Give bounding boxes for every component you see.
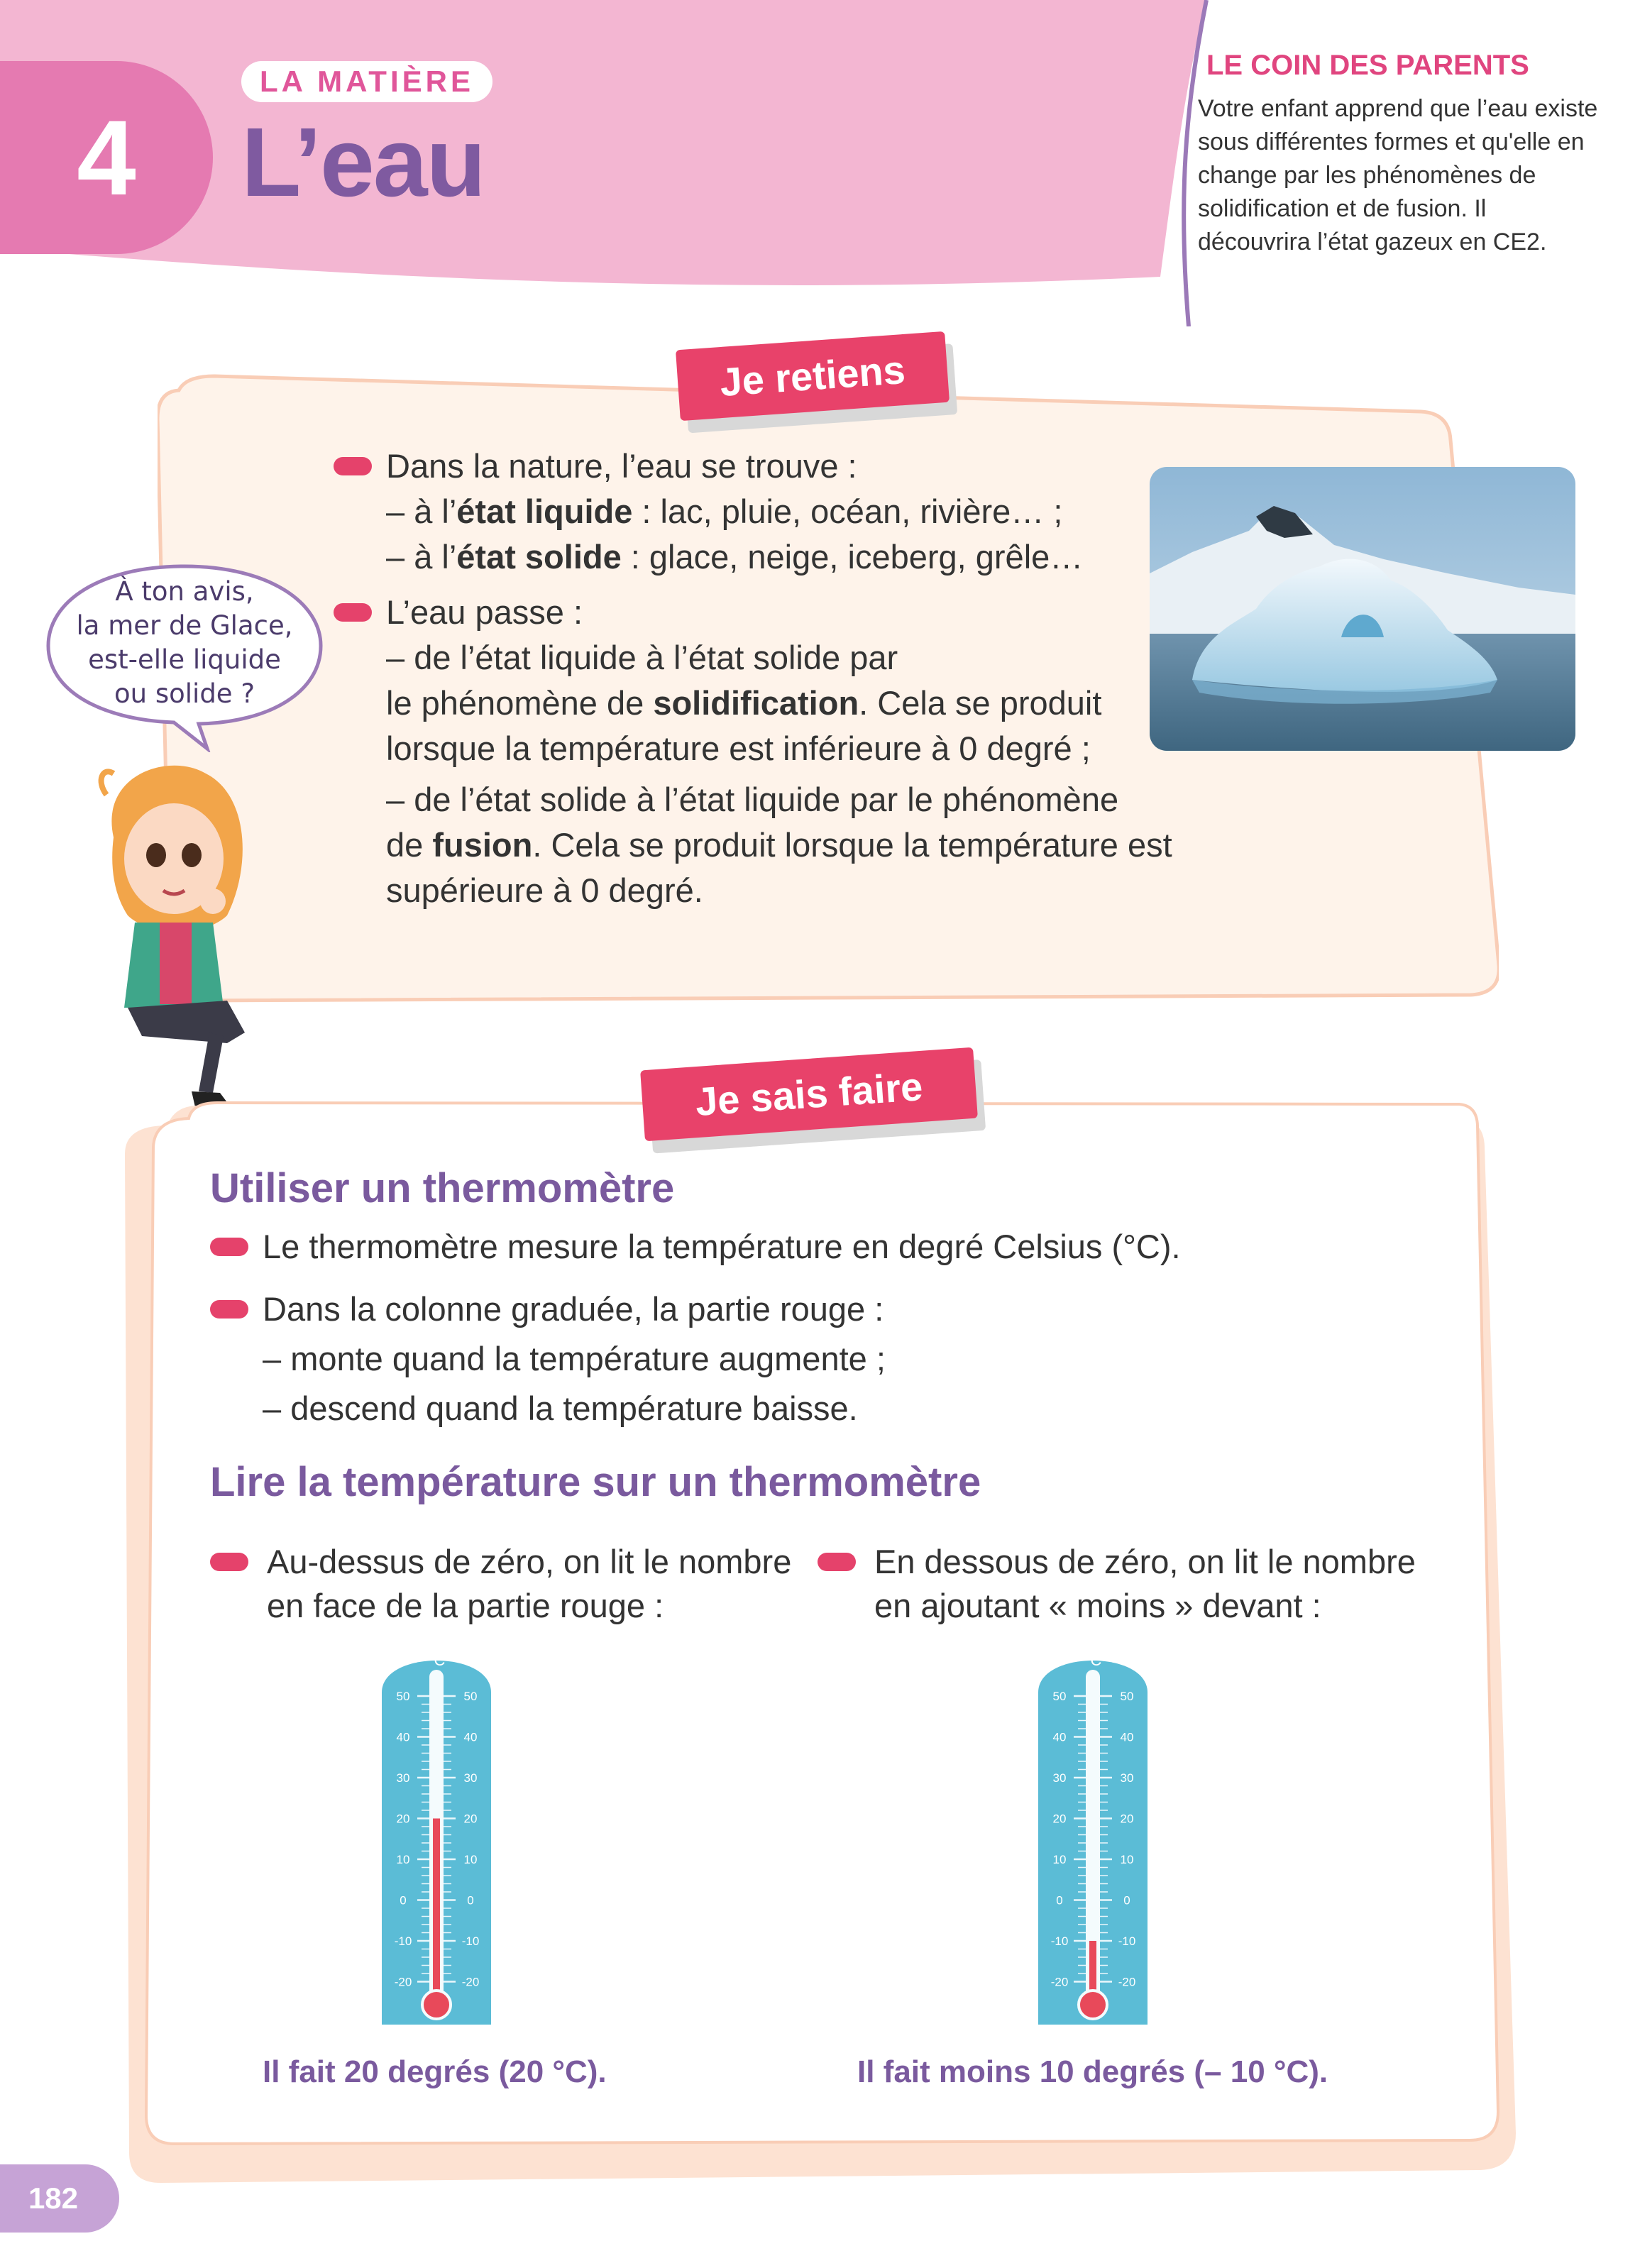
tick-label: -10: [1118, 1934, 1136, 1948]
thermometer-unit: °C: [427, 1651, 446, 1669]
retiens-banner-label: Je retiens: [676, 331, 950, 421]
tick-label: 20: [1052, 1812, 1067, 1826]
list-item: – monte quand la température augmente ;: [263, 1340, 886, 1377]
list-item: [334, 590, 1185, 635]
tick-label: 0: [400, 1893, 407, 1908]
bullet-text: Au-dessus de zéro, on lit le nombre en face de la partie rouge :: [267, 1543, 792, 1624]
tick-label: 0: [1123, 1893, 1130, 1908]
bullet-text: Dans la colonne graduée, la partie rouge :: [263, 1290, 884, 1328]
keyword: état liquide: [456, 492, 633, 530]
tick-label: 30: [463, 1771, 478, 1785]
retiens-banner: [676, 331, 950, 421]
thermometer-unit: °C: [1084, 1651, 1102, 1669]
section-heading: Lire la température sur un thermomètre: [210, 1459, 981, 1505]
thermometer-bulb: [1079, 1991, 1107, 2019]
list-item: [210, 1222, 1487, 1272]
iceberg-image: [1150, 467, 1575, 751]
parents-corner-text: Votre enfant apprend que l’eau existe sous différentes formes et qu'elle en change par les phénomènes de solidification et de fusion. Il découvrira l’état gazeux en CE2.: [1198, 95, 1598, 255]
bullet-icon: [334, 603, 372, 622]
list-item: – de l’état liquide à l’état solide par le phénomène de solidification. Cela se produit lorsque la température est inférieure à 0 degré ;: [386, 639, 1102, 767]
bullet-icon: [210, 1300, 248, 1319]
tick-label: 0: [1056, 1893, 1063, 1908]
tick-label: -20: [1118, 1975, 1136, 1989]
tick-label: -20: [461, 1975, 480, 1989]
tick-label: 50: [463, 1690, 478, 1703]
retiens-content: [334, 444, 1185, 913]
list-item: – à l’état liquide : lac, pluie, océan, rivière… ;: [386, 492, 1063, 530]
tick-label: 50: [1120, 1690, 1134, 1703]
tick-label: 40: [1052, 1730, 1067, 1744]
section-label: LA MATIÈRE: [241, 61, 492, 102]
tick-label: -10: [1050, 1934, 1069, 1948]
chapter-number: 4: [77, 98, 136, 217]
thermometer-left-caption: Il fait 20 degrés (20 °C).: [263, 2054, 607, 2089]
tick-label: 40: [463, 1730, 478, 1744]
sais-faire-banner-label: Je sais faire: [640, 1047, 978, 1142]
tick-label: 20: [396, 1812, 410, 1826]
thermometer-bulb: [422, 1991, 451, 2019]
tick-label: -10: [394, 1934, 412, 1948]
keyword: fusion: [432, 826, 533, 864]
tick-label: -20: [1050, 1975, 1069, 1989]
list-item: [334, 444, 1185, 489]
list-item: – de l’état solide à l’état liquide par le phénomène de fusion. Cela se produit lorsque la température est supérieure à 0 degré.: [386, 781, 1172, 909]
tick-label: 40: [1120, 1730, 1134, 1744]
tick-label: 10: [463, 1853, 478, 1866]
tick-label: 10: [1120, 1853, 1134, 1866]
speech-bubble-text: À ton avis, la mer de Glace, est-elle liquide ou solide ?: [76, 576, 293, 709]
tick-label: 30: [396, 1771, 410, 1785]
sais-faire-content: [210, 1164, 1487, 1507]
mercury-column: [433, 1819, 440, 2005]
tick-label: 20: [1120, 1812, 1134, 1826]
tick-label: 50: [396, 1690, 410, 1703]
tick-label: 10: [396, 1853, 410, 1866]
tick-label: 10: [1052, 1853, 1067, 1866]
tick-label: 30: [1120, 1771, 1134, 1785]
tick-label: -20: [394, 1975, 412, 1989]
reading-above-zero: [210, 1540, 820, 1628]
bullet-icon: [210, 1238, 248, 1256]
tick-label: -10: [461, 1934, 480, 1948]
bullet-text: Le thermomètre mesure la température en degré Celsius (°C).: [263, 1228, 1181, 1265]
section-heading: Utiliser un thermomètre: [210, 1165, 675, 1211]
tick-label: 30: [1052, 1771, 1067, 1785]
list-item: – à l’état solide : glace, neige, iceberg, grêle…: [386, 538, 1084, 576]
bullet-text: En dessous de zéro, on lit le nombre en ajoutant « moins » devant :: [874, 1543, 1416, 1624]
page-number: 182: [28, 2181, 79, 2215]
keyword: état solide: [456, 538, 622, 576]
bullet-icon: [818, 1553, 856, 1571]
girl-illustration: [85, 752, 270, 1121]
thermometer-left: [376, 1636, 497, 2033]
tick-label: 0: [467, 1893, 474, 1908]
page-title: L’eau: [241, 108, 485, 217]
list-item: – descend quand la température baisse.: [263, 1389, 858, 1427]
tick-label: 50: [1052, 1690, 1067, 1703]
tick-label: 20: [463, 1812, 478, 1826]
bullet-text: L’eau passe :: [386, 593, 583, 631]
bullet-icon: [334, 457, 372, 475]
thermometer-right: [1033, 1636, 1153, 2033]
thermometer-right-caption: Il fait moins 10 degrés (– 10 °C).: [857, 2054, 1328, 2089]
list-item: [210, 1284, 1487, 1334]
parents-corner-title: LE COIN DES PARENTS: [1206, 50, 1529, 81]
keyword: solidification: [653, 684, 859, 722]
bullet-text: Dans la nature, l’eau se trouve :: [386, 447, 857, 485]
bullet-icon: [210, 1553, 248, 1571]
sais-faire-banner: [640, 1047, 978, 1142]
reading-below-zero: [818, 1540, 1456, 1628]
tick-label: 40: [396, 1730, 410, 1744]
